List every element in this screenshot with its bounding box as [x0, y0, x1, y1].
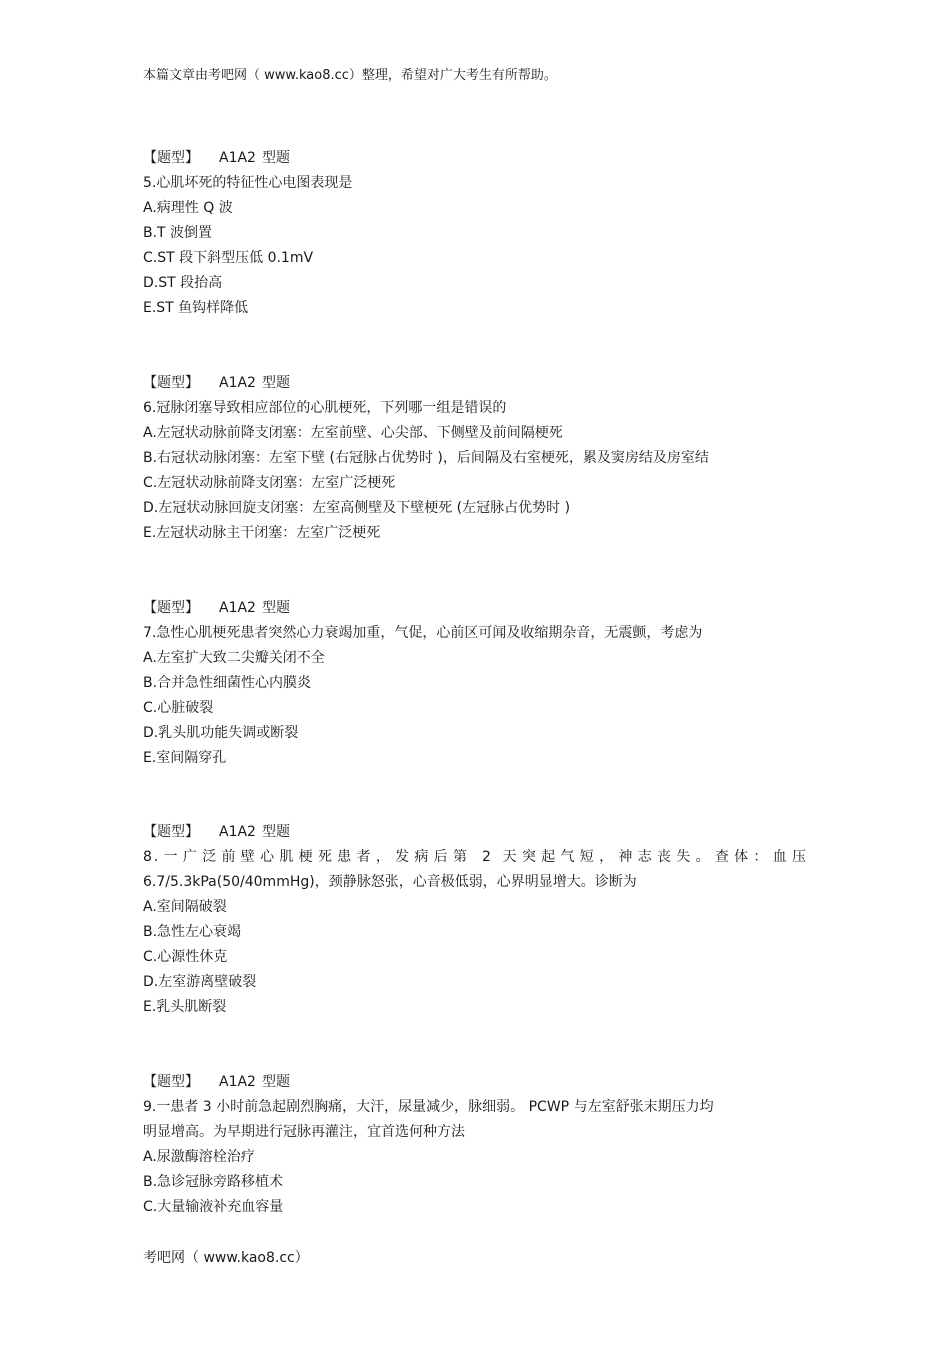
option-d: D.左室游离壁破裂 [143, 974, 257, 990]
option-b: B.急性左心衰竭 [143, 924, 242, 940]
option-e: E.室间隔穿孔 [143, 750, 227, 766]
option-e: E.左冠状动脉主干闭塞：左室广泛梗死 [143, 525, 381, 541]
question-type [143, 371, 808, 396]
question-block [143, 820, 808, 1020]
option-d: D.左冠状动脉回旋支闭塞：左室高侧壁及下壁梗死 (左冠脉占优势时 ) [143, 500, 571, 516]
option-a: A.室间隔破裂 [143, 899, 227, 915]
option-e: E.ST 鱼钩样降低 [143, 300, 249, 316]
type-code: A1A2 [219, 824, 256, 840]
type-suffix: 型题 [261, 150, 290, 166]
question-type [143, 820, 808, 845]
option-d: D.乳头肌功能失调或断裂 [143, 725, 299, 741]
question-stem-line-1: 9.一患者 3 小时前急起剧烈胸痛，大汗，尿量减少，脉细弱。 PCWP 与左室舒张末期压力均 [143, 1099, 714, 1115]
question-type [143, 596, 808, 621]
type-code: A1A2 [219, 600, 256, 616]
option-a: A.左冠状动脉前降支闭塞：左室前壁、心尖部、下侧壁及前间隔梗死 [143, 425, 563, 441]
option-d: D.ST 段抬高 [143, 275, 223, 291]
option-b: B.右冠状动脉闭塞：左室下壁 (右冠脉占优势时 )，后间隔及右室梗死，累及窦房结及房室结 [143, 450, 709, 466]
type-suffix: 型题 [261, 375, 290, 391]
question-type [143, 146, 808, 171]
type-tag: 【题型】 [143, 600, 199, 616]
type-suffix: 型题 [261, 600, 290, 616]
question-stem-line-2: 6.7/5.3kPa(50/40mmHg)，颈静脉怒张，心音极低弱，心界明显增大。诊断为 [143, 874, 637, 890]
option-b: B.合并急性细菌性心内膜炎 [143, 675, 312, 691]
type-tag: 【题型】 [143, 150, 199, 166]
option-b: B.急诊冠脉旁路移植术 [143, 1174, 284, 1190]
type-code: A1A2 [219, 375, 256, 391]
question-block [143, 371, 808, 546]
question-block [143, 596, 808, 771]
option-b: B.T 波倒置 [143, 225, 213, 241]
type-tag: 【题型】 [143, 1074, 199, 1090]
question-stem: 7.急性心肌梗死患者突然心力衰竭加重，气促，心前区可闻及收缩期杂音，无震颤，考虑为 [143, 625, 703, 641]
type-tag: 【题型】 [143, 824, 199, 840]
question-stem: 5.心肌坏死的特征性心电图表现是 [143, 175, 353, 191]
option-c: C.大量输液补充血容量 [143, 1199, 284, 1215]
option-a: A.病理性 Q 波 [143, 200, 233, 216]
option-c: C.左冠状动脉前降支闭塞：左室广泛梗死 [143, 475, 396, 491]
question-type [143, 1070, 808, 1095]
question-stem-line-1: 8.一广泛前壁心肌梗死患者，发病后第 2 天突起气短，神志丧失。查体：血压 [143, 849, 808, 865]
option-c: C.ST 段下斜型压低 0.1mV [143, 250, 314, 266]
type-suffix: 型题 [261, 1074, 290, 1090]
type-tag: 【题型】 [143, 375, 199, 391]
footer-note: 考吧网（ www.kao8.cc） [143, 1250, 309, 1266]
type-code: A1A2 [219, 1074, 256, 1090]
question-stem-line-2: 明显增高。为早期进行冠脉再灌注，宜首选何种方法 [143, 1124, 465, 1140]
type-code: A1A2 [219, 150, 256, 166]
option-c: C.心源性休克 [143, 949, 228, 965]
question-block [143, 1070, 808, 1220]
question-stem: 6.冠脉闭塞导致相应部位的心肌梗死，下列哪一组是错误的 [143, 400, 507, 416]
question-block [143, 146, 808, 321]
option-e: E.乳头肌断裂 [143, 999, 227, 1015]
type-suffix: 型题 [261, 824, 290, 840]
header-note: 本篇文章由考吧网（ www.kao8.cc）整理，希望对广大考生有所帮助。 [143, 68, 557, 83]
option-a: A.尿激酶溶栓治疗 [143, 1149, 255, 1165]
option-c: C.心脏破裂 [143, 700, 214, 716]
option-a: A.左室扩大致二尖瓣关闭不全 [143, 650, 325, 666]
